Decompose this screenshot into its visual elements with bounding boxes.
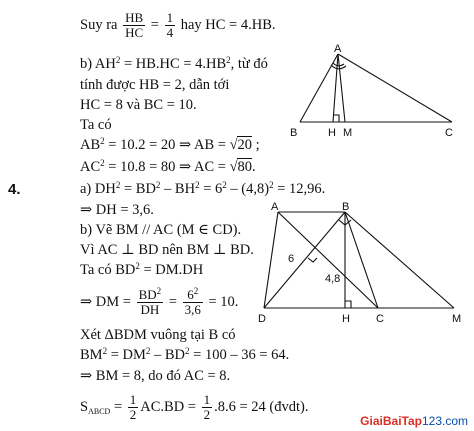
text: BD	[138, 287, 157, 302]
fraction-half	[128, 393, 139, 422]
line-area	[80, 393, 308, 422]
vertex-c: C	[445, 127, 453, 139]
line-ta-co: Ta có	[80, 117, 112, 133]
right-angle-mark-o	[308, 258, 317, 262]
triangle-abc-figure	[288, 42, 468, 142]
fraction-62-36	[183, 288, 203, 317]
text: Ta có BD	[80, 262, 136, 278]
text: = 10.	[204, 293, 239, 310]
radicand: 80	[237, 159, 253, 175]
exponent: 2	[193, 286, 199, 296]
trapezoid-abcd-figure	[258, 198, 468, 328]
text: b) AH	[80, 56, 116, 72]
text: AC	[80, 159, 101, 175]
point-m: M	[452, 313, 462, 325]
text: = 10.2 = 20 ⇒ AB =	[104, 137, 230, 153]
exponent: 2	[185, 346, 190, 356]
text: =	[165, 293, 181, 310]
segment-ab	[300, 54, 338, 122]
vertex-b: B	[290, 127, 298, 139]
text: = 12,96.	[273, 181, 326, 197]
text: AC.BD =	[140, 398, 200, 415]
fraction-denominator: 2	[203, 407, 211, 422]
point-h: H	[328, 127, 336, 139]
text: =	[110, 398, 126, 415]
fraction-denominator: DH	[140, 302, 160, 317]
segment-ac	[338, 54, 452, 122]
text: .	[252, 159, 256, 175]
fraction-hb-hc	[123, 11, 145, 40]
exponent: 2	[100, 158, 105, 168]
fraction-denominator: 3,6	[184, 302, 201, 317]
watermark-suffix: 123.com	[421, 414, 468, 428]
text: , từ đó	[230, 56, 268, 72]
line-dm	[80, 288, 238, 317]
line-perpendicular: Vì AC ⊥ BD nên BM ⊥ BD.	[80, 242, 254, 258]
fraction-denominator: 2	[129, 407, 137, 422]
fraction-numerator	[137, 288, 164, 303]
watermark	[360, 414, 468, 428]
line-hc-bc: HC = 8 và BC = 10.	[80, 97, 197, 113]
length-bd: 6	[288, 253, 295, 265]
exponent: 2	[195, 180, 200, 190]
fraction-numerator	[183, 288, 203, 303]
exponent: 2	[102, 346, 108, 356]
text: – BD	[150, 347, 186, 363]
text: ⇒ DM =	[80, 293, 135, 310]
text: = 6	[199, 181, 223, 197]
fraction-denominator: 4	[166, 25, 174, 40]
exponent: 2	[222, 180, 227, 190]
text: BM	[80, 347, 103, 363]
line-ab	[80, 137, 260, 153]
text: = 100 – 36 = 64.	[189, 347, 290, 363]
line-bm-squared	[80, 347, 289, 363]
fraction-one-quarter	[165, 11, 176, 40]
line-draw-bm: b) Vẽ BM // AC (M ∈ CD).	[80, 222, 242, 238]
exponent: 2	[115, 55, 121, 65]
right-angle-mark-h	[345, 301, 351, 308]
vertex-a: A	[271, 201, 279, 213]
text: Suy ra	[80, 16, 122, 33]
line-dh-squared	[80, 181, 325, 197]
point-m: M	[343, 127, 353, 139]
line-ah-squared	[80, 56, 268, 72]
subscript: ABCD	[88, 406, 111, 416]
text: – BH	[160, 181, 196, 197]
text: ;	[252, 137, 260, 153]
line-bd-squared	[80, 262, 203, 278]
exponent: 2	[269, 180, 274, 190]
vertex-d: D	[258, 313, 266, 325]
fraction-bd2-dh	[137, 288, 164, 317]
exponent: 2	[226, 55, 231, 65]
exponent: 2	[115, 180, 121, 190]
length-bh: 4,8	[325, 273, 341, 285]
fraction-numerator: 1	[129, 392, 137, 407]
text: = BD	[120, 181, 156, 197]
point-h: H	[342, 313, 350, 325]
text: = DM	[107, 347, 146, 363]
sqrt-sign: √	[229, 159, 238, 175]
exponent: 2	[156, 286, 162, 296]
text: AB	[80, 137, 101, 153]
line-triangle-bdm: Xét ΔBDM vuông tại B có	[80, 327, 236, 343]
exponent: 2	[155, 180, 161, 190]
exponent: 2	[145, 346, 151, 356]
fraction-numerator: HB	[125, 10, 144, 25]
vertex-a: A	[334, 43, 342, 55]
fraction-denominator: HC	[125, 25, 144, 40]
text: a) DH	[80, 181, 116, 197]
text: = DM.DH	[139, 262, 204, 278]
fraction-half	[202, 393, 213, 422]
text: = 10.8 = 80 ⇒ AC =	[104, 159, 230, 175]
line-hb: tính được HB = 2, dẫn tới	[80, 77, 230, 93]
watermark-brand: GiaiBaiTap	[360, 414, 422, 428]
problem-number: 4.	[8, 181, 21, 198]
fraction-numerator: 1	[166, 10, 174, 25]
text: 6	[187, 287, 194, 302]
vertex-c: C	[376, 313, 384, 325]
vertex-b: B	[342, 201, 350, 213]
line-dh: ⇒ DH = 3,6.	[80, 202, 154, 218]
exponent: 2	[100, 136, 105, 146]
text: = HB.HC = 4.HB	[120, 56, 227, 72]
fraction-numerator: 1	[203, 392, 211, 407]
sqrt-sign: √	[229, 137, 238, 153]
line-bm: ⇒ BM = 8, do đó AC = 8.	[80, 368, 231, 384]
line-ac	[80, 159, 256, 175]
text: .8.6 = 24 (đvdt).	[214, 398, 309, 415]
text: hay HC = 4.HB.	[177, 16, 276, 33]
radicand: 20	[237, 137, 253, 153]
text: – (4,8)	[226, 181, 270, 197]
line-ratio	[80, 11, 276, 40]
exponent: 2	[135, 261, 140, 271]
text: S	[80, 398, 89, 415]
text: =	[147, 16, 163, 33]
